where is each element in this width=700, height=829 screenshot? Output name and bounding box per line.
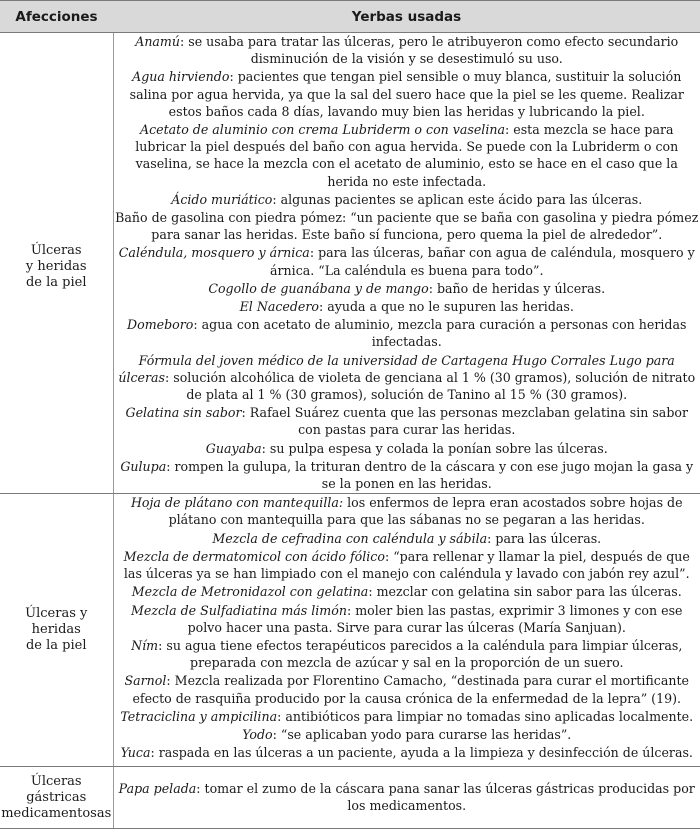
remedy-separator: :: [180, 34, 184, 49]
remedy-separator: :: [242, 405, 246, 420]
remedy-description: Mezcla realizada por Florentino Camacho, “destinada para curar el mortificante efecto de rasquiña producido por la causa crónica de la enfermedad de la lepra” (19).: [132, 673, 689, 705]
remedy-description: raspada en las úlceras a un paciente, ayuda a la limpieza y desinfección de úlceras.: [155, 745, 693, 760]
remedy-entry: [114, 68, 700, 120]
affection-line: y heridas: [0, 259, 113, 275]
remedy-separator: :: [196, 781, 200, 796]
remedy-description: baño de heridas y úlceras.: [433, 281, 605, 296]
remedy-name: Anamú: [135, 34, 180, 49]
remedy-description: “para rellenar y llamar la piel, después de que las úlceras ya se han limpiado con el manejo con caléndula y lavado con jabón rey azul”.: [124, 549, 690, 581]
table-row: [0, 767, 700, 829]
remedy-description: ayuda a que no le supuren las heridas.: [323, 299, 574, 314]
remedy-description: moler bien las pastas, exprimir 3 limones y con ese polvo hacer una pasta. Sirve para curar las úlceras (María Sanjuan).: [188, 603, 683, 635]
remedy-entry: [114, 280, 700, 297]
remedy-entry: [114, 602, 700, 636]
remedy-separator: :: [166, 459, 170, 474]
affection-line: Úlceras y: [0, 606, 113, 622]
remedy-description: antibióticos para limpiar no tomadas sino aplicadas localmente.: [281, 709, 693, 724]
remedy-name: Yodo: [242, 727, 272, 742]
affection-cell: [0, 33, 113, 494]
remedy-description: algunas pacientes se aplican este ácido para las úlceras.: [277, 192, 643, 207]
remedy-separator: :: [262, 441, 266, 456]
affection-line: Úlceras: [0, 243, 113, 259]
remedies-cell: [113, 494, 700, 767]
remedy-entry: [114, 458, 700, 492]
remedy-description: Baño de gasolina con piedra pómez: “un paciente que se baña con gasolina y piedra pómez para sanar las heridas. Este baño sí funciona, pero quema la piel de alrededor”.: [115, 210, 698, 242]
remedy-entry: [114, 352, 700, 404]
remedy-entry: [114, 33, 700, 67]
remedy-separator: :: [319, 299, 323, 314]
remedy-separator: :: [347, 603, 351, 618]
remedy-name: Acetato de aluminio con crema Lubriderm o con vaselina: [140, 122, 505, 137]
remedy-name: Caléndula, mosquero y árnica: [119, 245, 310, 260]
remedy-entry: [114, 726, 700, 743]
remedy-description: los enfermos de lepra eran acostados sobre hojas de plátano con mantequilla para que las sábanas no se pegaran a las heridas.: [169, 495, 683, 527]
remedies-cell: [113, 33, 700, 494]
remedy-description: solución alcohólica de violeta de genciana al 1 % (30 gramos), solución de nitrato de plata al 1 % (30 gramos), solución de Tanino al 15 % (30 gramos).: [169, 370, 695, 402]
remedy-entry: [114, 316, 700, 350]
remedy-name: Agua hirviendo: [132, 69, 229, 84]
remedy-entry: [114, 548, 700, 582]
remedy-name: Ním: [131, 638, 158, 653]
remedy-description: Rafael Suárez cuenta que las personas mezclaban gelatina sin sabor con pastas para curar las heridas.: [246, 405, 688, 437]
affection-line: de la piel: [0, 275, 113, 291]
table-header-row: [0, 1, 700, 33]
remedy-separator: :: [385, 549, 389, 564]
remedy-description: esta mezcla se hace para lubricar la piel después del baño con agua hervida. Se puede con la Lubriderm o con vaselina, se hace la mezcla con el acetato de aluminio, esto se hace en el caso que la herida no este infectada.: [135, 122, 678, 189]
remedy-name: Mezcla de dermatomicol con ácido fólico: [124, 549, 385, 564]
affection-line: heridas: [0, 622, 113, 638]
remedy-name: Sarnol: [125, 673, 167, 688]
remedy-name: Guayaba: [206, 441, 262, 456]
remedy-separator: :: [505, 122, 509, 137]
remedy-description: agua con acetato de aluminio, mezcla para curación a personas con heridas infectadas.: [198, 317, 687, 349]
remedy-entry: [114, 708, 700, 725]
remedy-entry: [114, 121, 700, 190]
affection-line: de la piel: [0, 638, 113, 654]
remedy-entry: [114, 637, 700, 671]
remedy-separator: :: [193, 317, 197, 332]
remedy-name: Yuca: [121, 745, 151, 760]
remedy-name: Gulupa: [120, 459, 166, 474]
remedy-entry: [114, 209, 700, 243]
remedy-separator: :: [229, 69, 233, 84]
remedy-description: tomar el zumo de la cáscara pana sanar las úlceras gástricas producidas por los medicamentos.: [201, 781, 695, 813]
remedy-name: Ácido muriático: [171, 192, 272, 207]
table-row: [0, 33, 700, 494]
remedy-separator: :: [487, 531, 491, 546]
remedy-separator: :: [150, 745, 154, 760]
remedy-entry: [114, 530, 700, 547]
remedy-separator: :: [166, 673, 170, 688]
remedy-name: Tetraciclina y ampicilina: [120, 709, 277, 724]
remedy-name: Cogollo de guanábana y de mango: [208, 281, 428, 296]
table-row: [0, 494, 700, 767]
remedy-entry: [114, 744, 700, 761]
remedy-entry: [114, 404, 700, 438]
remedy-description: rompen la gulupa, la trituran dentro de la cáscara y con ese jugo mojan la gasa y se la ponen en las heridas.: [170, 459, 693, 491]
remedy-name: Domeboro: [127, 317, 193, 332]
remedy-entry: [114, 191, 700, 208]
remedy-entry: [114, 298, 700, 315]
remedy-entry: [114, 583, 700, 600]
remedy-description: para las úlceras, bañar con agua de caléndula, mosquero y árnica. “La caléndula es buena para todo”.: [270, 245, 695, 277]
remedy-description: su pulpa espesa y colada la ponían sobre las úlceras.: [266, 441, 608, 456]
remedy-description: su agua tiene efectos terapéuticos parecidos a la caléndula para limpiar úlceras, preparada con mezcla de azúcar y sal en la proporción de un suero.: [162, 638, 682, 670]
remedy-name: Fórmula del joven médico de la universidad de Cartagena Hugo Corrales Lugo para úlceras: [118, 353, 674, 385]
remedies-cell: [113, 767, 700, 829]
header-afecciones: Afecciones: [0, 1, 113, 33]
header-yerbas-usadas: Yerbas usadas: [113, 1, 700, 33]
remedy-separator: :: [158, 638, 162, 653]
remedy-entry: [114, 672, 700, 706]
remedy-separator: :: [310, 245, 314, 260]
affection-line: Úlceras: [0, 774, 113, 790]
affection-cell: [0, 767, 113, 829]
remedy-name: Mezcla de cefradina con caléndula y sábila: [212, 531, 487, 546]
remedy-separator: :: [277, 709, 281, 724]
remedy-description: “se aplicaban yodo para curarse las heridas”.: [277, 727, 571, 742]
remedy-entry: [114, 244, 700, 278]
remedy-name: Mezcla de Metronidazol con gelatina: [132, 584, 369, 599]
remedy-name: Papa pelada: [119, 781, 197, 796]
remedy-name: Gelatina sin sabor: [126, 405, 242, 420]
remedy-separator: :: [273, 727, 277, 742]
remedy-separator: :: [165, 370, 169, 385]
remedy-entry: [114, 780, 700, 814]
remedy-entry: [114, 494, 700, 528]
remedy-description: se usaba para tratar las úlceras, pero le atribuyeron como efecto secundario disminución de la visión y se desestimuló su uso.: [184, 34, 678, 66]
remedy-separator: :: [368, 584, 372, 599]
remedy-description: para las úlceras.: [491, 531, 601, 546]
remedy-separator: :: [429, 281, 433, 296]
affection-line: gástricas: [0, 790, 113, 806]
remedy-description: mezclar con gelatina sin sabor para las úlceras.: [373, 584, 682, 599]
remedy-description: pacientes que tengan piel sensible o muy blanca, sustituir la solución salina por agua hervida, ya que la sal del suero hace que la piel se les queme. Realizar estos baños cada 8 días, lavando muy bien las heridas y lubricando la piel.: [130, 69, 684, 118]
affection-cell: [0, 494, 113, 767]
remedy-name: El Nacedero: [240, 299, 319, 314]
remedy-separator: :: [272, 192, 276, 207]
remedy-entry: [114, 440, 700, 457]
affection-line: medicamentosas: [0, 806, 113, 822]
remedy-name: Hoja de plátano con mantequilla:: [131, 495, 343, 510]
remedy-name: Mezcla de Sulfadiatina más limón: [131, 603, 347, 618]
